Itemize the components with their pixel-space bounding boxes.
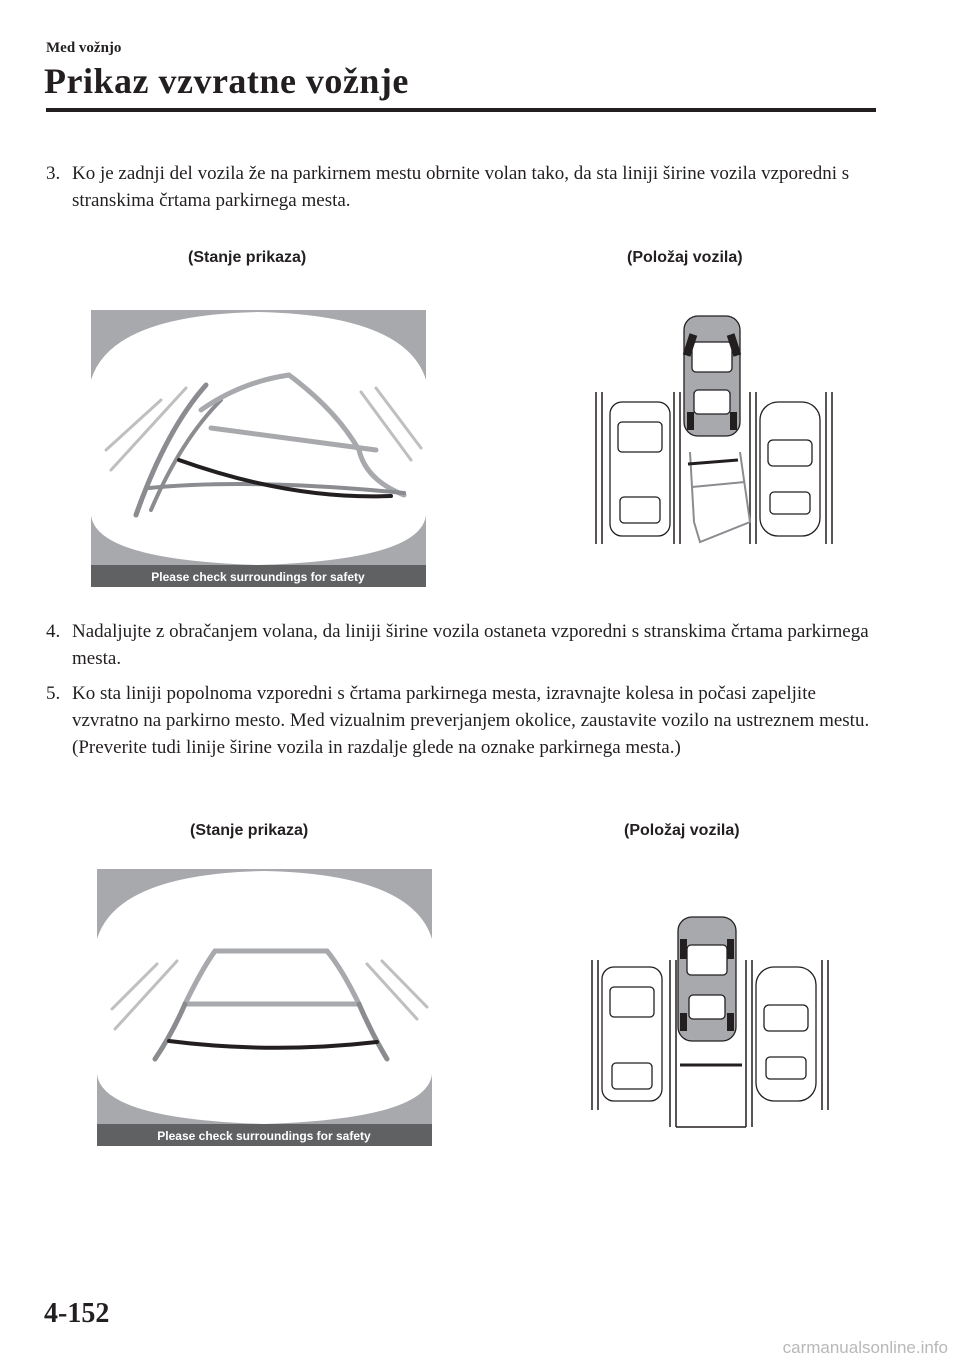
display-state-caption: (Stanje prikaza) [188, 249, 307, 266]
step-3 [46, 160, 886, 214]
camera-display-2 [97, 869, 432, 1146]
camera-display-1 [91, 310, 426, 587]
display-state-caption: (Stanje prikaza) [190, 822, 309, 839]
vehicle-position-caption: (Položaj vozila) [624, 822, 740, 839]
watermark: carmanualsonline.info [782, 1338, 948, 1357]
vehicle-position-diagram-1 [590, 312, 840, 552]
step-5 [46, 680, 886, 761]
step-number: 5. [46, 683, 61, 704]
page-title: Prikaz vzvratne vožnje [44, 61, 409, 101]
step-number: 3. [46, 163, 61, 184]
vehicle-position-caption: (Položaj vozila) [627, 249, 743, 266]
step-4 [46, 618, 886, 672]
step-text: Nadaljujte z obračanjem volana, da liniji širine vozila ostaneta vzporedni s stranskima črtama parkirnega mesta. [72, 621, 869, 669]
section-label: Med vožnjo [46, 40, 122, 56]
warning-text: Please check surroundings for safety [151, 570, 365, 584]
step-text: Ko je zadnji del vozila že na parkirnem mestu obrnite volan tako, da sta liniji širine vozila vzporedni s stranskima črtama parkirnega mesta. [72, 163, 850, 211]
step-number: 4. [46, 621, 61, 642]
page-number: 4-152 [44, 1298, 110, 1329]
title-rule [46, 108, 876, 112]
vehicle-position-diagram-2 [586, 915, 836, 1130]
warning-text: Please check surroundings for safety [157, 1129, 371, 1143]
step-text: Ko sta liniji popolnoma vzporedni s črtama parkirnega mesta, izravnajte kolesa in počasi zapeljite vzvratno na parkirno mesto. Med vizualnim preverjanjem okolice, zaustavite vozilo na ustreznem mestu. (Preverite tudi linije širine vozila in razdalje glede na oznake parkirnega mesta.) [72, 683, 870, 758]
